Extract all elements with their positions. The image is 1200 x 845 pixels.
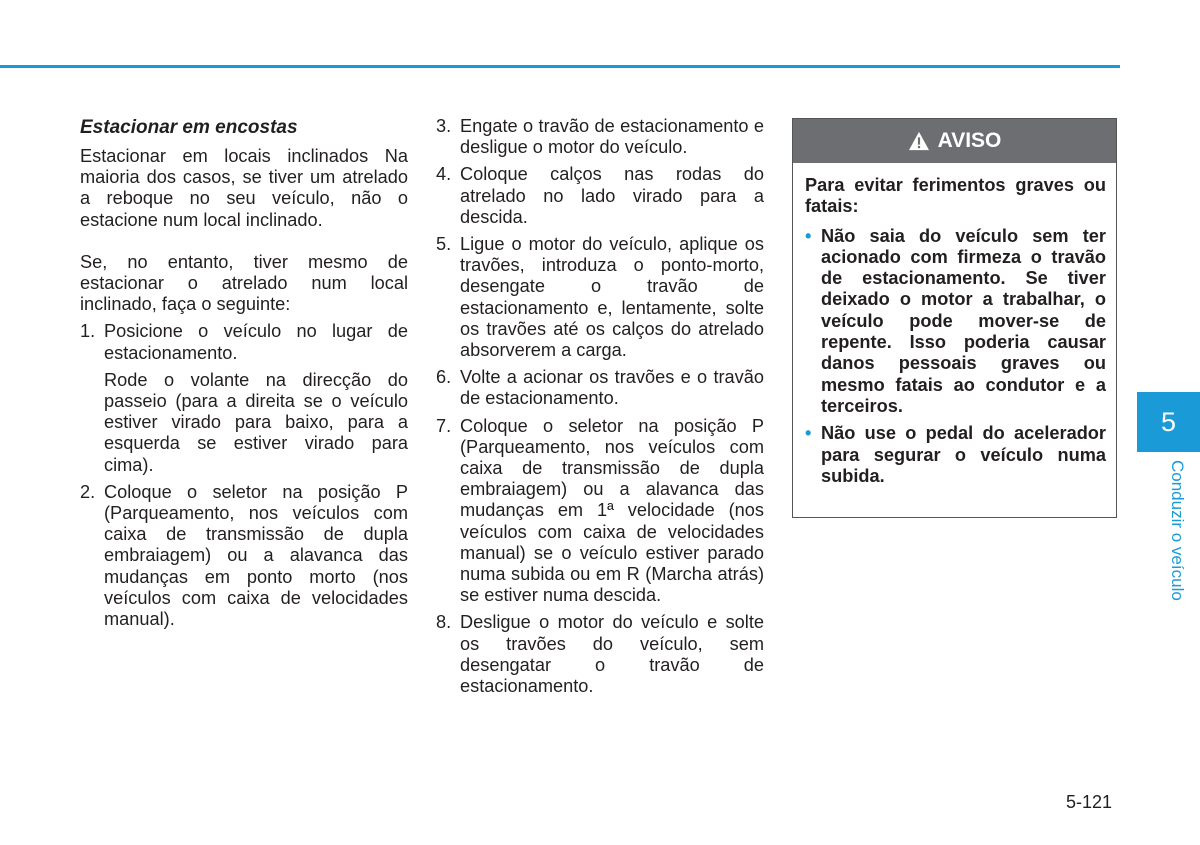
warning-body	[793, 163, 1116, 487]
step-text: Coloque calços nas rodas do atrelado no lado virado para a descida.	[460, 164, 764, 227]
step-number: 7.	[436, 415, 452, 436]
warning-bullet-text: Não use o pedal do acelerador para segurar o veículo numa subida.	[821, 423, 1106, 486]
step-text: Posicione o veículo no lugar de estacionamento.	[104, 321, 408, 363]
step-item	[436, 116, 764, 158]
warning-bullet-text: Não saia do veículo sem ter acionado com firmeza o travão de estacionamento. Se tiver deixado o motor a trabalhar, o veículo pode mover-se de repente. Isso poderia causar danos pessoais graves ou mesmo fatais ao condutor e a terceiros.	[821, 225, 1106, 416]
step-number: 8.	[436, 612, 452, 633]
step-item	[436, 164, 764, 228]
warning-title: AVISO	[937, 129, 1002, 152]
step-text: Coloque o seletor na posição P (Parqueamento, nos veículos com caixa de transmissão de dupla embraiagem) ou a alavanca das mudanças em 1ª velocidade (nos veículos com caixa de velocidades manual) se o veículo estiver parado numa subida ou em R (Marcha atrás) se estiver numa descida.	[460, 415, 764, 606]
page-number: 5-121	[1066, 792, 1113, 812]
step-number: 3.	[436, 116, 452, 136]
step-number: 2.	[80, 481, 96, 502]
spacer	[80, 231, 408, 252]
section-heading: Estacionar em encostas	[80, 117, 298, 138]
step-item	[80, 321, 408, 363]
step-text: Coloque o seletor na posição P (Parqueamento, nos veículos com caixa de transmissão de dupla embraiagem) ou a alavanca das mudanças em ponto morto (nos veículos com caixa de velocidades manual).	[104, 481, 408, 630]
step-text: Engate o travão de estacionamento e desligue o motor do veículo.	[460, 116, 764, 158]
warning-bullet	[805, 226, 1106, 418]
step-subtext: Rode o volante na direcção do passeio (para a direita se o veículo estiver virado para baixo, para a esquerda se estiver virado para cima).	[104, 369, 408, 475]
step-number: 1.	[80, 321, 96, 342]
step-item	[436, 367, 764, 409]
step-number: 4.	[436, 164, 452, 185]
step-text: Ligue o motor do veículo, aplique os travões, introduza o ponto-morto, desengate o travão de estacionamento e, lentamente, solte os travões até os calços do atrelado absorverem a carga.	[460, 234, 764, 361]
instruction-paragraph: Se, no entanto, tiver mesmo de estacionar o atrelado num local inclinado, faça o seguinte:	[80, 251, 408, 315]
top-rule	[0, 65, 1120, 68]
chapter-tab	[1137, 392, 1200, 452]
step-number: 6.	[436, 367, 452, 388]
step-text: Volte a acionar os travões e o travão de estacionamento.	[460, 367, 764, 409]
step-item	[436, 234, 764, 361]
step-text: Desligue o motor do veículo e solte os travões do veículo, sem desengatar o travão de estacionamento.	[460, 612, 764, 697]
bullet-icon: •	[805, 225, 812, 246]
step-item	[436, 416, 764, 607]
intro-paragraph: Estacionar em locais inclinados Na maioria dos casos, se tiver um atrelado a reboque no seu veículo, não o estacione num local inclinado.	[80, 146, 408, 230]
warning-triangle-icon	[908, 131, 930, 151]
step-item	[80, 482, 408, 630]
warning-intro: Para evitar ferimentos graves ou fatais:	[805, 175, 1106, 217]
step-number: 5.	[436, 234, 452, 255]
chapter-label: Conduzir o veículo	[1168, 460, 1187, 601]
left-column	[80, 116, 408, 636]
middle-column	[436, 116, 764, 703]
warning-bullet	[805, 423, 1106, 487]
chapter-number: 5	[1160, 406, 1177, 437]
warning-box	[792, 118, 1117, 518]
warning-header	[793, 119, 1116, 163]
step-item	[436, 612, 764, 697]
bullet-icon: •	[805, 423, 812, 444]
